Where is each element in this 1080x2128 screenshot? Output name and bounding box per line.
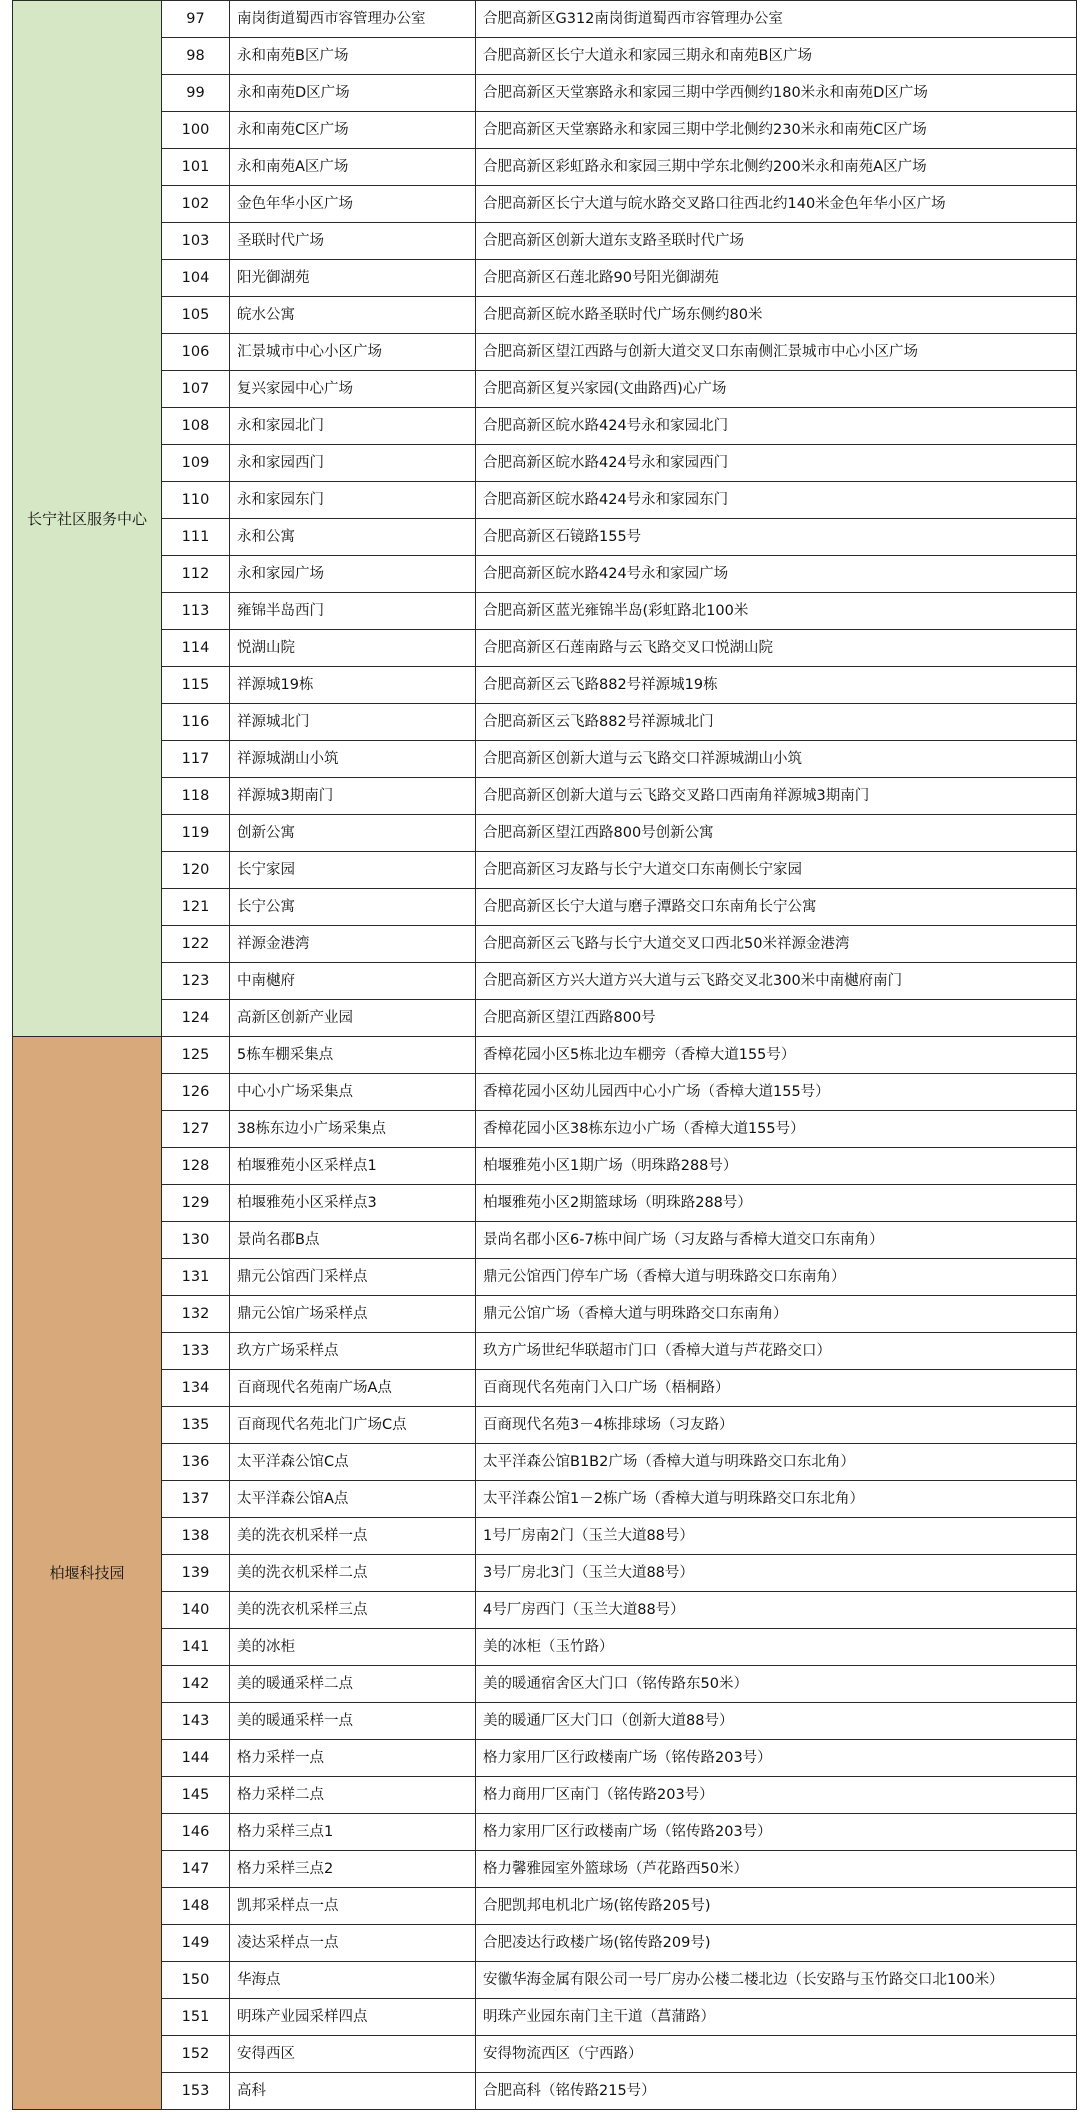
table-row (13, 1296, 1077, 1333)
site-address-cell: 合肥高新区长宁大道与皖水路交叉路口往西北约140米金色年华小区广场 (476, 186, 1077, 223)
table-row (13, 1555, 1077, 1592)
table-row (13, 1666, 1077, 1703)
row-number-cell: 148 (162, 1888, 230, 1925)
site-address-cell: 香樟花园小区幼儿园西中心小广场（香樟大道155号） (476, 1074, 1077, 1111)
site-name-cell: 祥源城19栋 (230, 667, 476, 704)
table-row (13, 1592, 1077, 1629)
site-name-cell: 5栋车棚采集点 (230, 1037, 476, 1074)
sampling-sites-table (12, 0, 1077, 2110)
row-number-cell: 150 (162, 1962, 230, 1999)
table-row (13, 1481, 1077, 1518)
site-name-cell: 美的暖通采样二点 (230, 1666, 476, 1703)
site-name-cell: 鼎元公馆广场采样点 (230, 1296, 476, 1333)
row-number-cell: 118 (162, 778, 230, 815)
row-number-cell: 141 (162, 1629, 230, 1666)
site-address-cell: 合肥高新区皖水路圣联时代广场东侧约80米 (476, 297, 1077, 334)
site-address-cell: 合肥高新区蓝光雍锦半岛(彩虹路北100米 (476, 593, 1077, 630)
row-number-cell: 129 (162, 1185, 230, 1222)
row-number-cell: 147 (162, 1851, 230, 1888)
row-number-cell: 99 (162, 75, 230, 112)
site-name-cell: 格力采样一点 (230, 1740, 476, 1777)
table-row (13, 1444, 1077, 1481)
row-number-cell: 97 (162, 1, 230, 38)
site-address-cell: 合肥高新区创新大道东支路圣联时代广场 (476, 223, 1077, 260)
table-row (13, 297, 1077, 334)
site-name-cell: 祥源城湖山小筑 (230, 741, 476, 778)
site-name-cell: 永和南苑D区广场 (230, 75, 476, 112)
table-row (13, 889, 1077, 926)
site-name-cell: 美的暖通采样一点 (230, 1703, 476, 1740)
row-number-cell: 105 (162, 297, 230, 334)
site-name-cell: 格力采样三点1 (230, 1814, 476, 1851)
row-number-cell: 104 (162, 260, 230, 297)
site-name-cell: 玖方广场采样点 (230, 1333, 476, 1370)
table-row (13, 704, 1077, 741)
table-row (13, 149, 1077, 186)
table-row (13, 1, 1077, 38)
row-number-cell: 138 (162, 1518, 230, 1555)
table-row (13, 1925, 1077, 1962)
site-address-cell: 合肥高新区长宁大道与磨子潭路交口东南角长宁公寓 (476, 889, 1077, 926)
site-address-cell: 香樟花园小区38栋东边小广场（香樟大道155号） (476, 1111, 1077, 1148)
site-name-cell: 景尚名郡B点 (230, 1222, 476, 1259)
row-number-cell: 134 (162, 1370, 230, 1407)
site-address-cell: 合肥高新区G312南岗街道蜀西市容管理办公室 (476, 1, 1077, 38)
row-number-cell: 123 (162, 963, 230, 1000)
table-row (13, 75, 1077, 112)
site-address-cell: 合肥高新区皖水路424号永和家园东门 (476, 482, 1077, 519)
table-row (13, 1851, 1077, 1888)
table-row (13, 38, 1077, 75)
table-row (13, 1888, 1077, 1925)
table-row (13, 1999, 1077, 2036)
site-address-cell: 太平洋森公馆B1B2广场（香樟大道与明珠路交口东北角） (476, 1444, 1077, 1481)
site-name-cell: 汇景城市中心小区广场 (230, 334, 476, 371)
site-name-cell: 永和公寓 (230, 519, 476, 556)
site-address-cell: 合肥高新区云飞路与长宁大道交叉口西北50米祥源金港湾 (476, 926, 1077, 963)
table-row (13, 2073, 1077, 2110)
row-number-cell: 153 (162, 2073, 230, 2110)
row-number-cell: 121 (162, 889, 230, 926)
row-number-cell: 126 (162, 1074, 230, 1111)
row-number-cell: 135 (162, 1407, 230, 1444)
row-number-cell: 111 (162, 519, 230, 556)
site-name-cell: 太平洋森公馆C点 (230, 1444, 476, 1481)
row-number-cell: 109 (162, 445, 230, 482)
site-name-cell: 圣联时代广场 (230, 223, 476, 260)
row-number-cell: 130 (162, 1222, 230, 1259)
row-number-cell: 145 (162, 1777, 230, 1814)
row-number-cell: 119 (162, 815, 230, 852)
row-number-cell: 128 (162, 1148, 230, 1185)
row-number-cell: 127 (162, 1111, 230, 1148)
row-number-cell: 125 (162, 1037, 230, 1074)
site-address-cell: 合肥高新区天堂寨路永和家园三期中学西侧约180米永和南苑D区广场 (476, 75, 1077, 112)
site-address-cell: 百商现代名苑南门入口广场（梧桐路） (476, 1370, 1077, 1407)
row-number-cell: 131 (162, 1259, 230, 1296)
site-address-cell: 明珠产业园东南门主干道（菖蒲路） (476, 1999, 1077, 2036)
table-row (13, 1703, 1077, 1740)
table-row (13, 1074, 1077, 1111)
site-name-cell: 阳光御湖苑 (230, 260, 476, 297)
row-number-cell: 100 (162, 112, 230, 149)
row-number-cell: 139 (162, 1555, 230, 1592)
table-row (13, 1777, 1077, 1814)
row-number-cell: 115 (162, 667, 230, 704)
table-row (13, 815, 1077, 852)
site-name-cell: 百商现代名苑南广场A点 (230, 1370, 476, 1407)
row-number-cell: 120 (162, 852, 230, 889)
table-row (13, 223, 1077, 260)
site-name-cell: 永和家园北门 (230, 408, 476, 445)
site-name-cell: 明珠产业园采样四点 (230, 1999, 476, 2036)
site-name-cell: 创新公寓 (230, 815, 476, 852)
site-name-cell: 美的冰柜 (230, 1629, 476, 1666)
site-address-cell: 合肥高新区皖水路424号永和家园西门 (476, 445, 1077, 482)
site-name-cell: 祥源金港湾 (230, 926, 476, 963)
site-name-cell: 永和家园西门 (230, 445, 476, 482)
row-number-cell: 136 (162, 1444, 230, 1481)
table-row (13, 1407, 1077, 1444)
row-number-cell: 107 (162, 371, 230, 408)
site-name-cell: 永和南苑A区广场 (230, 149, 476, 186)
table-row (13, 778, 1077, 815)
site-address-cell: 合肥高新区云飞路882号祥源城北门 (476, 704, 1077, 741)
site-address-cell: 格力商用厂区南门（铭传路203号） (476, 1777, 1077, 1814)
row-number-cell: 112 (162, 556, 230, 593)
site-address-cell: 柏堰雅苑小区1期广场（明珠路288号） (476, 1148, 1077, 1185)
row-number-cell: 151 (162, 1999, 230, 2036)
site-name-cell: 美的洗衣机采样三点 (230, 1592, 476, 1629)
table-row (13, 186, 1077, 223)
site-address-cell: 美的暖通厂区大门口（创新大道88号） (476, 1703, 1077, 1740)
site-address-cell: 香樟花园小区5栋北边车棚旁（香樟大道155号） (476, 1037, 1077, 1074)
row-number-cell: 102 (162, 186, 230, 223)
site-address-cell: 合肥高新区天堂寨路永和家园三期中学北侧约230米永和南苑C区广场 (476, 112, 1077, 149)
site-name-cell: 永和南苑C区广场 (230, 112, 476, 149)
site-name-cell: 太平洋森公馆A点 (230, 1481, 476, 1518)
table-row (13, 334, 1077, 371)
row-number-cell: 113 (162, 593, 230, 630)
site-name-cell: 皖水公寓 (230, 297, 476, 334)
table-row (13, 1518, 1077, 1555)
site-name-cell: 中南樾府 (230, 963, 476, 1000)
table-row (13, 1814, 1077, 1851)
row-number-cell: 149 (162, 1925, 230, 1962)
table-row (13, 630, 1077, 667)
site-address-cell: 美的暖通宿舍区大门口（铭传路东50米） (476, 1666, 1077, 1703)
site-name-cell: 祥源城3期南门 (230, 778, 476, 815)
site-name-cell: 高新区创新产业园 (230, 1000, 476, 1037)
group-name-cell: 长宁社区服务中心 (13, 1, 162, 1037)
site-address-cell: 格力家用厂区行政楼南广场（铭传路203号） (476, 1814, 1077, 1851)
site-address-cell: 合肥高新区望江西路800号 (476, 1000, 1077, 1037)
site-address-cell: 玖方广场世纪华联超市门口（香樟大道与芦花路交口） (476, 1333, 1077, 1370)
site-address-cell: 合肥高新区创新大道与云飞路交口祥源城湖山小筑 (476, 741, 1077, 778)
site-name-cell: 祥源城北门 (230, 704, 476, 741)
site-name-cell: 38栋东边小广场采集点 (230, 1111, 476, 1148)
site-name-cell: 高科 (230, 2073, 476, 2110)
table-row (13, 741, 1077, 778)
row-number-cell: 152 (162, 2036, 230, 2073)
site-name-cell: 百商现代名苑北门广场C点 (230, 1407, 476, 1444)
table-row (13, 371, 1077, 408)
site-address-cell: 美的冰柜（玉竹路） (476, 1629, 1077, 1666)
site-address-cell: 合肥高新区石莲南路与云飞路交叉口悦湖山院 (476, 630, 1077, 667)
site-name-cell: 雍锦半岛西门 (230, 593, 476, 630)
site-name-cell: 柏堰雅苑小区采样点1 (230, 1148, 476, 1185)
site-name-cell: 长宁公寓 (230, 889, 476, 926)
site-address-cell: 合肥高新区方兴大道方兴大道与云飞路交叉北300米中南樾府南门 (476, 963, 1077, 1000)
group-name-cell: 柏堰科技园 (13, 1037, 162, 2110)
site-address-cell: 合肥高新区石莲北路90号阳光御湖苑 (476, 260, 1077, 297)
site-name-cell: 凌达采样点一点 (230, 1925, 476, 1962)
table-row (13, 963, 1077, 1000)
site-name-cell: 长宁家园 (230, 852, 476, 889)
table-row (13, 1740, 1077, 1777)
site-address-cell: 合肥凌达行政楼广场(铭传路209号) (476, 1925, 1077, 1962)
table-row (13, 1333, 1077, 1370)
site-name-cell: 永和南苑B区广场 (230, 38, 476, 75)
row-number-cell: 143 (162, 1703, 230, 1740)
site-name-cell: 柏堰雅苑小区采样点3 (230, 1185, 476, 1222)
site-name-cell: 复兴家园中心广场 (230, 371, 476, 408)
site-name-cell: 永和家园广场 (230, 556, 476, 593)
site-name-cell: 鼎元公馆西门采样点 (230, 1259, 476, 1296)
table-row (13, 1037, 1077, 1074)
site-address-cell: 格力馨雅园室外篮球场（芦花路西50米） (476, 1851, 1077, 1888)
site-address-cell: 合肥高新区皖水路424号永和家园北门 (476, 408, 1077, 445)
table-row (13, 1259, 1077, 1296)
table-row (13, 519, 1077, 556)
site-name-cell: 格力采样二点 (230, 1777, 476, 1814)
row-number-cell: 137 (162, 1481, 230, 1518)
site-name-cell: 悦湖山院 (230, 630, 476, 667)
site-name-cell: 中心小广场采集点 (230, 1074, 476, 1111)
site-address-cell: 1号厂房南2门（玉兰大道88号） (476, 1518, 1077, 1555)
site-address-cell: 安徽华海金属有限公司一号厂房办公楼二楼北边（长安路与玉竹路交口北100米） (476, 1962, 1077, 1999)
table-row (13, 593, 1077, 630)
row-number-cell: 98 (162, 38, 230, 75)
site-address-cell: 合肥高新区长宁大道永和家园三期永和南苑B区广场 (476, 38, 1077, 75)
table-row (13, 1962, 1077, 1999)
table-row (13, 556, 1077, 593)
table-row (13, 1111, 1077, 1148)
row-number-cell: 106 (162, 334, 230, 371)
row-number-cell: 122 (162, 926, 230, 963)
table-row (13, 445, 1077, 482)
site-name-cell: 南岗街道蜀西市容管理办公室 (230, 1, 476, 38)
site-address-cell: 合肥高新区习友路与长宁大道交口东南侧长宁家园 (476, 852, 1077, 889)
site-address-cell: 合肥高新区石镜路155号 (476, 519, 1077, 556)
row-number-cell: 124 (162, 1000, 230, 1037)
row-number-cell: 108 (162, 408, 230, 445)
table-row (13, 852, 1077, 889)
site-address-cell: 百商现代名苑3－4栋排球场（习友路） (476, 1407, 1077, 1444)
table-row (13, 1222, 1077, 1259)
row-number-cell: 142 (162, 1666, 230, 1703)
site-address-cell: 格力家用厂区行政楼南广场（铭传路203号） (476, 1740, 1077, 1777)
site-address-cell: 3号厂房北3门（玉兰大道88号） (476, 1555, 1077, 1592)
row-number-cell: 117 (162, 741, 230, 778)
site-address-cell: 柏堰雅苑小区2期篮球场（明珠路288号） (476, 1185, 1077, 1222)
site-address-cell: 4号厂房西门（玉兰大道88号） (476, 1592, 1077, 1629)
row-number-cell: 144 (162, 1740, 230, 1777)
site-name-cell: 格力采样三点2 (230, 1851, 476, 1888)
table-row (13, 1629, 1077, 1666)
table-row (13, 1000, 1077, 1037)
site-name-cell: 华海点 (230, 1962, 476, 1999)
site-name-cell: 安得西区 (230, 2036, 476, 2073)
table-row (13, 1148, 1077, 1185)
row-number-cell: 103 (162, 223, 230, 260)
row-number-cell: 116 (162, 704, 230, 741)
site-address-cell: 合肥高新区复兴家园(文曲路西)心广场 (476, 371, 1077, 408)
site-address-cell: 合肥高新区皖水路424号永和家园广场 (476, 556, 1077, 593)
table-row (13, 1185, 1077, 1222)
site-name-cell: 永和家园东门 (230, 482, 476, 519)
site-address-cell: 合肥高新区云飞路882号祥源城19栋 (476, 667, 1077, 704)
site-address-cell: 合肥高新区望江西路与创新大道交叉口东南侧汇景城市中心小区广场 (476, 334, 1077, 371)
table-row (13, 482, 1077, 519)
table-row (13, 260, 1077, 297)
site-address-cell: 鼎元公馆西门停车广场（香樟大道与明珠路交口东南角） (476, 1259, 1077, 1296)
table-body (13, 1, 1077, 2110)
site-address-cell: 合肥高新区创新大道与云飞路交叉路口西南角祥源城3期南门 (476, 778, 1077, 815)
site-name-cell: 金色年华小区广场 (230, 186, 476, 223)
row-number-cell: 133 (162, 1333, 230, 1370)
row-number-cell: 140 (162, 1592, 230, 1629)
site-name-cell: 美的洗衣机采样一点 (230, 1518, 476, 1555)
table-row (13, 408, 1077, 445)
row-number-cell: 101 (162, 149, 230, 186)
table-row (13, 667, 1077, 704)
site-address-cell: 合肥凯邦电机北广场(铭传路205号) (476, 1888, 1077, 1925)
row-number-cell: 146 (162, 1814, 230, 1851)
site-address-cell: 景尚名郡小区6-7栋中间广场（习友路与香樟大道交口东南角） (476, 1222, 1077, 1259)
site-address-cell: 鼎元公馆广场（香樟大道与明珠路交口东南角） (476, 1296, 1077, 1333)
table-row (13, 1370, 1077, 1407)
table-row (13, 112, 1077, 149)
site-address-cell: 合肥高科（铭传路215号） (476, 2073, 1077, 2110)
site-address-cell: 太平洋森公馆1－2栋广场（香樟大道与明珠路交口东北角） (476, 1481, 1077, 1518)
site-name-cell: 凯邦采样点一点 (230, 1888, 476, 1925)
site-address-cell: 安得物流西区（宁西路） (476, 2036, 1077, 2073)
site-address-cell: 合肥高新区彩虹路永和家园三期中学东北侧约200米永和南苑A区广场 (476, 149, 1077, 186)
row-number-cell: 114 (162, 630, 230, 667)
site-address-cell: 合肥高新区望江西路800号创新公寓 (476, 815, 1077, 852)
row-number-cell: 110 (162, 482, 230, 519)
table-row (13, 2036, 1077, 2073)
site-name-cell: 美的洗衣机采样二点 (230, 1555, 476, 1592)
table-row (13, 926, 1077, 963)
row-number-cell: 132 (162, 1296, 230, 1333)
